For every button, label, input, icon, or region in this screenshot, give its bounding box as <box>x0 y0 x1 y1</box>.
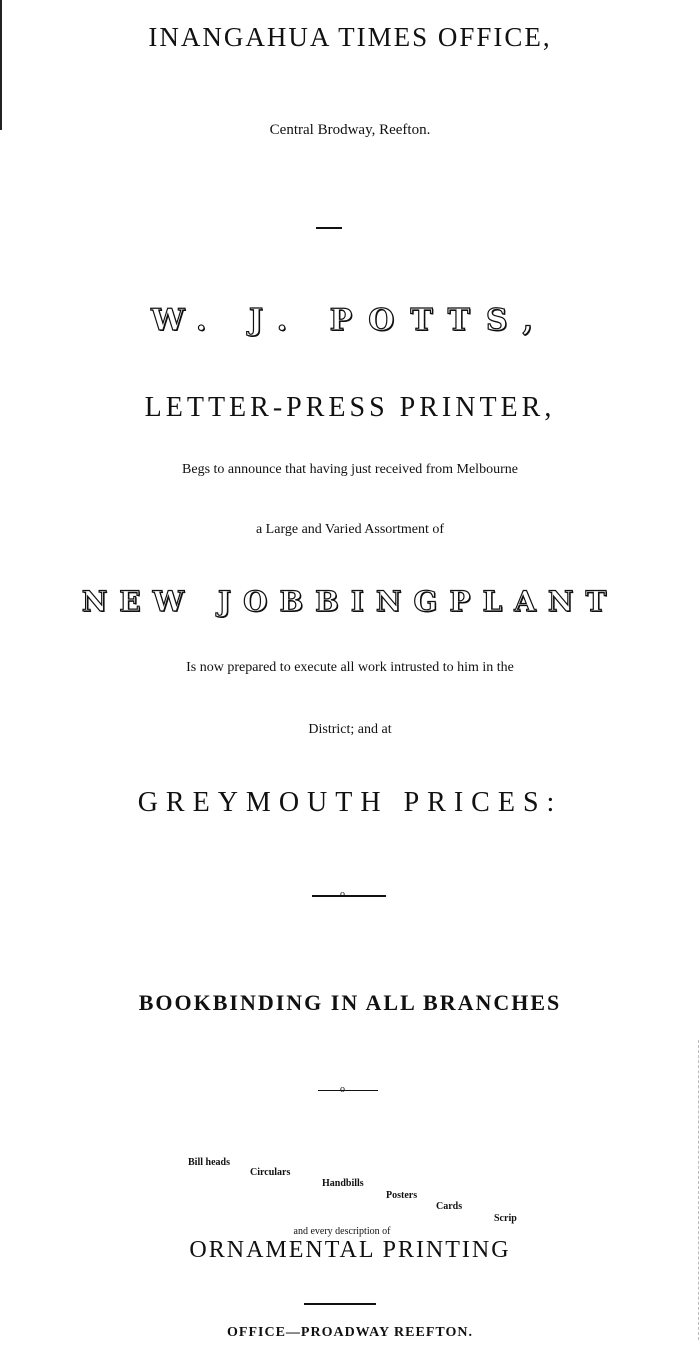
trade-title: LETTER-PRESS PRINTER, <box>144 392 556 423</box>
product-handbills: Handbills <box>322 1178 364 1189</box>
divider-rule-2 <box>312 895 386 897</box>
jobbing-plant-headline: NEW JOBBINGPLANT <box>81 585 619 618</box>
announcement-line-3: Is now prepared to execute all work intrusted to him in the <box>186 660 514 675</box>
divider-rule-1 <box>316 227 342 229</box>
product-circulars: Circulars <box>250 1167 291 1178</box>
product-posters: Posters <box>386 1190 418 1201</box>
ornamental-intro: and every description of <box>293 1226 391 1237</box>
page-edge-line <box>0 0 2 130</box>
divider-rule-4 <box>304 1303 376 1305</box>
announcement-line-4: District; and at <box>308 722 392 737</box>
divider-ornament-2: o <box>340 889 345 900</box>
product-cards: Cards <box>436 1201 463 1212</box>
bookbinding-heading: BOOKBINDING IN ALL BRANCHES <box>138 990 562 1015</box>
announcement-line-1: Begs to announce that having just received from Melbourne <box>182 462 518 477</box>
greymouth-prices: GREYMOUTH PRICES: <box>137 787 563 818</box>
announcement-line-2: a Large and Varied Assortment of <box>255 522 445 537</box>
product-bill-heads: Bill heads <box>188 1157 230 1168</box>
footer-office: OFFICE—PROADWAY REEFTON. <box>227 1325 473 1340</box>
divider-ornament-3: o <box>340 1084 345 1095</box>
office-heading: INANGAHUA TIMES OFFICE, <box>148 22 552 52</box>
office-address: Central Brodway, Reefton. <box>269 122 431 138</box>
ornamental-printing-title: ORNAMENTAL PRINTING <box>189 1237 511 1263</box>
page-edge-dots <box>697 1040 699 1340</box>
proprietor-name: W. J. POTTS, <box>151 303 549 338</box>
divider-rule-3 <box>318 1090 378 1091</box>
product-scrip: Scrip <box>494 1213 517 1224</box>
